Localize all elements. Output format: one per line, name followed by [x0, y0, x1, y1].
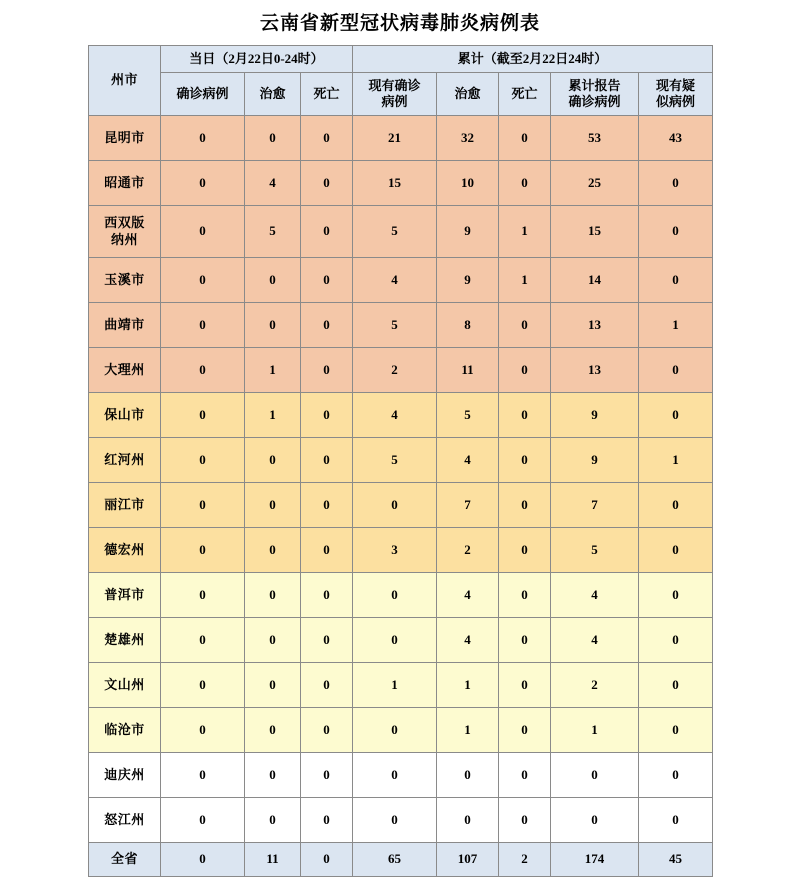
- cell-value: 0: [639, 393, 713, 438]
- row-region-临沧市: [89, 708, 161, 753]
- cell-value: 11: [437, 348, 499, 393]
- cell-value: 0: [437, 753, 499, 798]
- row-region-line: 普洱市: [104, 586, 145, 602]
- header-column-2: [245, 73, 301, 116]
- cell-value: 4: [437, 618, 499, 663]
- header-column-line: 病例: [381, 94, 408, 109]
- row-region-曲靖市: [89, 303, 161, 348]
- cell-value: 0: [245, 483, 301, 528]
- cell-value: 0: [301, 348, 353, 393]
- cell-value: 0: [161, 483, 245, 528]
- total-cell-value: 65: [353, 843, 437, 877]
- cell-value: 0: [161, 618, 245, 663]
- header-group-today: 当日（2月22日0-24时）: [161, 46, 353, 73]
- cell-value: 8: [437, 303, 499, 348]
- table-row: [89, 753, 713, 798]
- cell-value: 4: [437, 438, 499, 483]
- header-column-1: [161, 73, 245, 116]
- table-row: [89, 438, 713, 483]
- cell-value: 4: [353, 258, 437, 303]
- row-region-line: 纳州: [110, 231, 138, 247]
- cell-value: 0: [245, 528, 301, 573]
- table-total-row: [89, 843, 713, 877]
- cell-value: 1: [245, 393, 301, 438]
- row-region-大理州: [89, 348, 161, 393]
- total-cell-value: 45: [639, 843, 713, 877]
- total-cell-value: 0: [161, 843, 245, 877]
- cell-value: 0: [499, 753, 551, 798]
- cell-value: 0: [161, 798, 245, 843]
- table-row: [89, 348, 713, 393]
- cell-value: 0: [301, 438, 353, 483]
- header-group-cumulative: 累计（截至2月22日24时）: [353, 46, 713, 73]
- cell-value: 9: [437, 258, 499, 303]
- cell-value: 1: [437, 708, 499, 753]
- cell-value: 1: [499, 258, 551, 303]
- cell-value: 0: [161, 708, 245, 753]
- cell-value: 0: [301, 753, 353, 798]
- cell-value: 0: [639, 753, 713, 798]
- row-region-丽江市: [89, 483, 161, 528]
- cell-value: 0: [161, 116, 245, 161]
- cell-value: 0: [245, 116, 301, 161]
- table-row: [89, 618, 713, 663]
- cell-value: 7: [437, 483, 499, 528]
- table-row: [89, 663, 713, 708]
- row-region-line: 红河州: [104, 451, 145, 467]
- cell-value: 0: [161, 206, 245, 258]
- cell-value: 5: [245, 206, 301, 258]
- header-column-line: 累计报告: [568, 77, 621, 93]
- cell-value: 0: [639, 206, 713, 258]
- cell-value: 0: [301, 303, 353, 348]
- row-region-line: 大理州: [104, 361, 145, 377]
- cell-value: 1: [353, 663, 437, 708]
- header-column-8: [639, 73, 713, 116]
- row-region-line: 楚雄州: [104, 631, 145, 647]
- cell-value: 32: [437, 116, 499, 161]
- cell-value: 0: [161, 161, 245, 206]
- row-region-line: 玉溪市: [104, 271, 145, 287]
- cell-value: 0: [353, 483, 437, 528]
- row-region-保山市: [89, 393, 161, 438]
- cell-value: 0: [499, 708, 551, 753]
- cell-value: 0: [245, 618, 301, 663]
- total-cell-value: 11: [245, 843, 301, 877]
- cell-value: 0: [245, 573, 301, 618]
- table-header-row-columns: [89, 73, 713, 116]
- cell-value: 0: [639, 573, 713, 618]
- row-region-line: 丽江市: [104, 496, 145, 512]
- table-row: [89, 483, 713, 528]
- row-region-line: 德宏州: [104, 541, 145, 557]
- cell-value: 0: [301, 798, 353, 843]
- row-region-文山州: [89, 663, 161, 708]
- cell-value: 0: [161, 753, 245, 798]
- header-column-line: 现有疑: [656, 77, 696, 93]
- cell-value: 13: [551, 303, 639, 348]
- cell-value: 0: [639, 258, 713, 303]
- row-region-怒江州: [89, 798, 161, 843]
- table-container: [88, 45, 712, 877]
- cell-value: 0: [301, 161, 353, 206]
- header-column-line: 治愈: [454, 85, 481, 101]
- cell-value: 0: [245, 303, 301, 348]
- cell-value: 7: [551, 483, 639, 528]
- cell-value: 0: [639, 618, 713, 663]
- row-region-西双版纳州: [89, 206, 161, 258]
- total-cell-value: 107: [437, 843, 499, 877]
- cell-value: 5: [353, 303, 437, 348]
- cell-value: 0: [245, 258, 301, 303]
- row-region-楚雄州: [89, 618, 161, 663]
- total-cell-value: 174: [551, 843, 639, 877]
- cell-value: 0: [245, 798, 301, 843]
- cell-value: 0: [245, 753, 301, 798]
- cell-value: 0: [161, 438, 245, 483]
- cell-value: 0: [161, 393, 245, 438]
- header-column-7: [551, 73, 639, 116]
- cell-value: 14: [551, 258, 639, 303]
- cell-value: 0: [639, 348, 713, 393]
- row-region-德宏州: [89, 528, 161, 573]
- cell-value: 0: [161, 663, 245, 708]
- row-region-昆明市: [89, 116, 161, 161]
- table-row: [89, 798, 713, 843]
- cell-value: 0: [161, 573, 245, 618]
- cell-value: 43: [639, 116, 713, 161]
- row-region-红河州: [89, 438, 161, 483]
- cell-value: 0: [161, 303, 245, 348]
- cell-value: 0: [301, 206, 353, 258]
- cell-value: 1: [639, 438, 713, 483]
- cell-value: 2: [551, 663, 639, 708]
- cell-value: 9: [551, 393, 639, 438]
- cell-value: 25: [551, 161, 639, 206]
- row-region-line: 曲靖市: [104, 316, 145, 332]
- cell-value: 53: [551, 116, 639, 161]
- cell-value: 1: [245, 348, 301, 393]
- cell-value: 1: [499, 206, 551, 258]
- cell-value: 0: [499, 161, 551, 206]
- cell-value: 13: [551, 348, 639, 393]
- row-region-line: 昭通市: [104, 174, 145, 190]
- cell-value: 9: [551, 438, 639, 483]
- header-region-label: 州市: [89, 46, 161, 116]
- table-header-row-groups: [89, 46, 713, 73]
- cell-value: 0: [499, 573, 551, 618]
- header-column-line: 似病例: [656, 94, 696, 109]
- cell-value: 0: [639, 483, 713, 528]
- cell-value: 3: [353, 528, 437, 573]
- cell-value: 0: [245, 708, 301, 753]
- header-column-4: [353, 73, 437, 116]
- row-region-line: 怒江州: [104, 811, 145, 827]
- cell-value: 0: [353, 618, 437, 663]
- cell-value: 0: [301, 618, 353, 663]
- cell-value: 0: [353, 753, 437, 798]
- cell-value: 1: [551, 708, 639, 753]
- header-column-line: 死亡: [313, 85, 340, 101]
- cell-value: 0: [301, 393, 353, 438]
- header-column-line: 确诊病例: [176, 85, 229, 101]
- cell-value: 15: [551, 206, 639, 258]
- covid-case-table: [88, 45, 713, 877]
- total-cell-value: 0: [301, 843, 353, 877]
- cell-value: 0: [245, 663, 301, 708]
- cell-value: 4: [245, 161, 301, 206]
- cell-value: 0: [499, 483, 551, 528]
- header-column-line: 确诊病例: [568, 94, 621, 109]
- cell-value: 0: [499, 348, 551, 393]
- table-row: [89, 528, 713, 573]
- total-cell-value: 2: [499, 843, 551, 877]
- header-column-5: [437, 73, 499, 116]
- cell-value: 5: [551, 528, 639, 573]
- cell-value: 0: [301, 663, 353, 708]
- cell-value: 0: [353, 798, 437, 843]
- row-region-玉溪市: [89, 258, 161, 303]
- cell-value: 2: [353, 348, 437, 393]
- cell-value: 0: [161, 258, 245, 303]
- cell-value: 0: [639, 663, 713, 708]
- cell-value: 21: [353, 116, 437, 161]
- cell-value: 0: [639, 708, 713, 753]
- row-region-line: 文山州: [104, 676, 145, 692]
- cell-value: 0: [245, 438, 301, 483]
- cell-value: 0: [353, 573, 437, 618]
- cell-value: 0: [639, 798, 713, 843]
- header-column-3: [301, 73, 353, 116]
- cell-value: 0: [639, 161, 713, 206]
- cell-value: 1: [639, 303, 713, 348]
- cell-value: 4: [437, 573, 499, 618]
- cell-value: 0: [161, 528, 245, 573]
- cell-value: 0: [499, 438, 551, 483]
- total-region-label: 全省: [89, 843, 161, 877]
- cell-value: 9: [437, 206, 499, 258]
- cell-value: 5: [437, 393, 499, 438]
- cell-value: 0: [301, 116, 353, 161]
- row-region-line: 保山市: [104, 406, 145, 422]
- row-region-昭通市: [89, 161, 161, 206]
- cell-value: 4: [551, 618, 639, 663]
- cell-value: 15: [353, 161, 437, 206]
- header-column-line: 现有确诊: [368, 77, 421, 93]
- row-region-line: 昆明市: [104, 129, 145, 145]
- cell-value: 0: [301, 708, 353, 753]
- cell-value: 0: [301, 573, 353, 618]
- page-title: 云南省新型冠状病毒肺炎病例表: [259, 13, 540, 34]
- cell-value: 5: [353, 206, 437, 258]
- row-region-line: 西双版: [104, 215, 145, 231]
- cell-value: 0: [499, 528, 551, 573]
- table-row: [89, 116, 713, 161]
- cell-value: 5: [353, 438, 437, 483]
- cell-value: 0: [353, 708, 437, 753]
- table-row: [89, 708, 713, 753]
- row-region-line: 临沧市: [104, 721, 145, 737]
- header-column-line: 死亡: [511, 85, 538, 101]
- cell-value: 0: [301, 258, 353, 303]
- cell-value: 0: [499, 116, 551, 161]
- cell-value: 0: [301, 483, 353, 528]
- cell-value: 4: [551, 573, 639, 618]
- cell-value: 0: [437, 798, 499, 843]
- cell-value: 10: [437, 161, 499, 206]
- cell-value: 0: [639, 528, 713, 573]
- cell-value: 2: [437, 528, 499, 573]
- table-row: [89, 161, 713, 206]
- cell-value: 0: [499, 618, 551, 663]
- table-row: [89, 206, 713, 258]
- row-region-迪庆州: [89, 753, 161, 798]
- cell-value: 4: [353, 393, 437, 438]
- table-row: [89, 303, 713, 348]
- row-region-普洱市: [89, 573, 161, 618]
- table-row: [89, 258, 713, 303]
- cell-value: 1: [437, 663, 499, 708]
- cell-value: 0: [301, 528, 353, 573]
- cell-value: 0: [551, 798, 639, 843]
- header-column-line: 治愈: [259, 85, 286, 101]
- table-row: [89, 573, 713, 618]
- cell-value: 0: [499, 663, 551, 708]
- cell-value: 0: [161, 348, 245, 393]
- cell-value: 0: [499, 393, 551, 438]
- cell-value: 0: [551, 753, 639, 798]
- cell-value: 0: [499, 303, 551, 348]
- table-row: [89, 393, 713, 438]
- header-column-6: [499, 73, 551, 116]
- row-region-line: 迪庆州: [104, 766, 145, 782]
- cell-value: 0: [499, 798, 551, 843]
